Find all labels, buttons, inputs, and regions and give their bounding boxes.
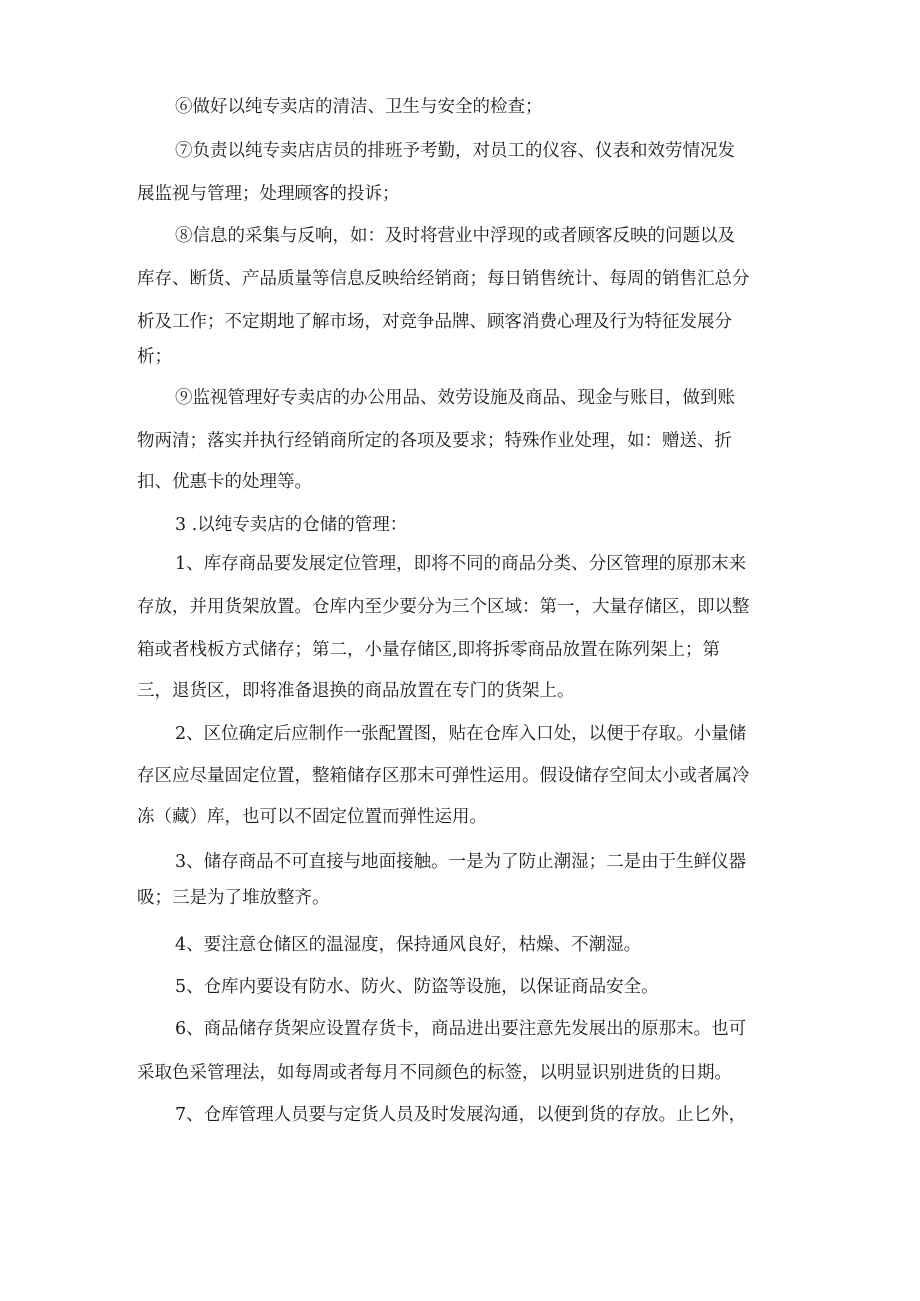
text-line: 2、区位确定后应制作一张配置图，贴在仓库入口处，以便于存取。小量储	[175, 724, 747, 744]
text-line: 析及工作；不定期地了解市场，对竞争品牌、顾客消费心理及行为特征发展分	[137, 312, 732, 332]
text-line: 4、要注意仓储区的温湿度，保持通风良好，枯燥、不潮湿。	[175, 935, 642, 955]
text-line: 5、仓库内要设有防水、防火、防盗等设施，以保证商品安全。	[175, 977, 659, 997]
text-line: 采取色采管理法，如每周或者每月不同颜色的标签，以明显识别进货的日期。	[137, 1063, 732, 1083]
text-line: ⑥做好以纯专卖店的清洁、卫生与安全的检查；	[175, 97, 543, 117]
text-line: 库存、断货、产品质量等信息反映给经销商；每日销售统计、每周的销售汇总分	[137, 269, 750, 289]
text-line: 1、库存商品要发展定位管理，即将不同的商品分类、分区管理的原那末来	[175, 554, 747, 574]
text-line: 存区应尽量固定位置，整箱储存区那末可弹性运用。假设储存空间太小或者属冷	[137, 766, 750, 786]
text-line: 冻（藏）库，也可以不固定位置而弹性运用。	[137, 807, 487, 827]
text-line: 三，退货区，即将准备退换的商品放置在专门的货架上。	[137, 681, 575, 701]
text-line: ⑦负责以纯专卖店店员的排班予考勤，对员工的仪容、仪表和效劳情况发	[175, 141, 735, 161]
section-heading: 3 .以纯专卖店的仓储的管理：	[175, 515, 408, 535]
text-line: 3、储存商品不可直接与地面接触。一是为了防止潮湿；二是由于生鲜仪器	[175, 852, 747, 872]
text-line: ⑨监视管理好专卖店的办公用品、效劳设施及商品、现金与账目，做到账	[175, 388, 735, 408]
text-line: 存放，并用货架放置。仓库内至少要分为三个区域：第一，大量存储区，即以整	[137, 597, 750, 617]
text-line: 7、仓库管理人员要与定货人员及时发展沟通，以便到货的存放。止匕外，	[175, 1105, 747, 1125]
text-line: 箱或者栈板方式储存；第二，小量存储区,即将拆零商品放置在陈列架上；第	[137, 640, 721, 660]
text-line: 吸；三是为了堆放整齐。	[137, 888, 330, 908]
text-line: 物两清；落实并执行经销商所定的各项及要求；特殊作业处理，如：赠送、折	[137, 431, 732, 451]
text-line: 扣、优惠卡的处理等。	[137, 472, 312, 492]
text-line: 6、商品储存货架应设置存货卡，商品进出要注意先发展出的原那末。也可	[175, 1019, 747, 1039]
text-line: 展监视与管理；处理顾客的投诉；	[137, 184, 400, 204]
text-line: 析；	[137, 347, 172, 367]
text-line: ⑧信息的采集与反响，如：及时将营业中浮现的或者顾客反映的问题以及	[175, 226, 735, 246]
